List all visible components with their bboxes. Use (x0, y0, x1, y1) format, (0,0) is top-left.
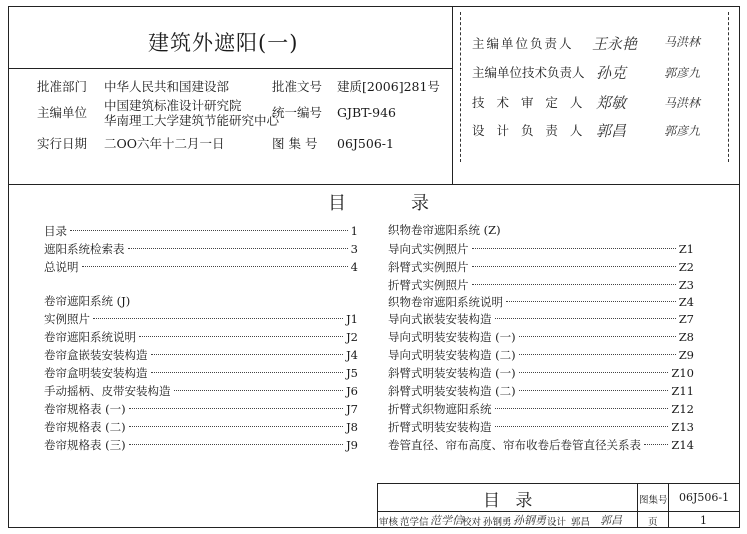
toc-entry (44, 346, 358, 364)
toc-entry (388, 310, 694, 328)
signature-box-left (460, 12, 461, 162)
toc-entry-page: Z9 (678, 348, 694, 362)
title-block-check-label: 校对 (462, 517, 482, 528)
title-block-review-name: 范学信 (400, 517, 429, 528)
role-chief-editor-signature-2: 马洪林 (664, 35, 701, 49)
title-block-page-value: 1 (700, 514, 707, 527)
meta-value-effective-date: 二OO六年十二月一日 (104, 136, 225, 151)
toc-entry-label: 卷帘规格表 (一) (44, 402, 126, 416)
toc-entry-label: 导向式明装安装构造 (二) (388, 348, 516, 362)
toc-entry-label: 卷帘遮阳系统说明 (44, 330, 136, 344)
toc-entry (388, 276, 694, 294)
toc-entry-label: 织物卷帘遮阳系统说明 (388, 295, 503, 309)
toc-entry-page: Z3 (678, 278, 694, 292)
toc-entry-label: 折臂式明装安装构造 (388, 420, 492, 434)
toc-entry (388, 436, 694, 454)
toc-entry-label: 实例照片 (44, 312, 90, 326)
toc-entry-page: J5 (346, 366, 358, 380)
toc-entry-label: 卷帘规格表 (二) (44, 420, 126, 434)
toc-entry-label: 卷帘盒嵌装安装构造 (44, 348, 148, 362)
role-reviewer-signature-2: 马洪林 (664, 96, 701, 110)
role-tech-lead-signature-2: 郭彦九 (664, 66, 701, 80)
toc-entry (44, 436, 358, 454)
meta-value-approval-dept: 中华人民共和国建设部 (104, 79, 230, 94)
title-block-design-name: 郭昌 (571, 517, 591, 528)
meta-value-approval-no: 建质[2006]281号 (337, 79, 440, 94)
title-block-name: 目 录 (483, 491, 538, 511)
toc-leader (519, 390, 669, 391)
toc-entry-label: 总说明 (44, 260, 79, 274)
role-reviewer-label: 技 术 审 定 人 (472, 95, 587, 110)
meta-value-atlas-no: 06J506-1 (337, 136, 394, 151)
role-reviewer-signature: 郑敏 (596, 94, 627, 112)
toc-entry-page: 1 (350, 224, 358, 238)
toc-entry-label: 折臂式织物遮阳系统 (388, 402, 492, 416)
toc-leader (139, 336, 343, 337)
meta-label-unified-no: 统一编号 (272, 105, 323, 120)
toc-entry-label: 卷帘规格表 (三) (44, 438, 126, 452)
role-chief-editor-signature: 王永艳 (592, 35, 638, 53)
toc-heading-right: 录 (411, 193, 429, 214)
toc-entry-label: 卷管直径、帘布高度、帘布收卷后卷管直径关系表 (388, 438, 641, 452)
toc-entry (388, 258, 694, 276)
toc-leader (472, 266, 676, 267)
role-designer-signature-2: 郭彦九 (664, 124, 701, 138)
toc-entry-page: 4 (350, 260, 358, 274)
toc-entry (44, 258, 358, 276)
toc-entry-page: Z14 (671, 438, 694, 452)
toc-entry (44, 222, 358, 240)
toc-leader (129, 408, 343, 409)
toc-entry (388, 418, 694, 436)
title-block-atlas-label: 图集号 (639, 495, 668, 506)
meta-label-editor-unit: 主编单位 (37, 105, 88, 120)
toc-leader (151, 354, 344, 355)
toc-leader (151, 372, 344, 373)
toc-entry-label: 导向式明装安装构造 (一) (388, 330, 516, 344)
toc-entry-label: 导向式嵌装安装构造 (388, 312, 492, 326)
toc-entry-label: 导向式实例照片 (388, 242, 469, 256)
meta-label-effective-date: 实行日期 (37, 136, 88, 151)
atlas-title: 建筑外遮阳(一) (148, 31, 299, 55)
toc-entry-label: 卷帘盒明装安装构造 (44, 366, 148, 380)
toc-entry (388, 346, 694, 364)
toc-entry-label: 斜臂式明装安装构造 (一) (388, 366, 516, 380)
toc-entry-page: Z7 (678, 312, 694, 326)
role-tech-lead-label: 主编单位技术负责人 (472, 65, 585, 80)
toc-entry (44, 364, 358, 382)
title-block-review-label: 审核 (379, 517, 399, 528)
toc-entry-page: J9 (346, 438, 358, 452)
header-divider (8, 184, 739, 185)
toc-entry-page: J4 (346, 348, 358, 362)
toc-leader (472, 284, 676, 285)
toc-entry-page: Z10 (671, 366, 694, 380)
header-vertical-divider (452, 6, 453, 184)
title-underline (8, 68, 452, 69)
toc-leader (495, 318, 676, 319)
toc-leader (472, 248, 676, 249)
toc-entry-page: Z1 (678, 242, 694, 256)
meta-label-approval-dept: 批准部门 (37, 79, 88, 94)
toc-entry-page: Z2 (678, 260, 694, 274)
toc-entry-page: Z11 (671, 384, 694, 398)
toc-leader (174, 390, 344, 391)
role-designer-label: 设 计 负 责 人 (472, 123, 587, 138)
toc-entry-page: J6 (346, 384, 358, 398)
title-block-page-label: 页 (648, 517, 658, 528)
meta-value-editor-unit: 中国建筑标准设计研究院 (104, 98, 242, 113)
toc-leader (506, 301, 676, 302)
toc-entry (388, 240, 694, 258)
toc-entry (44, 418, 358, 436)
toc-entry (44, 310, 358, 328)
title-block-sep-2 (668, 483, 669, 527)
toc-entry (388, 364, 694, 382)
role-chief-editor-label: 主编单位负责人 (472, 36, 574, 51)
toc-entry-label: 遮阳系统检索表 (44, 242, 125, 256)
toc-leader (70, 230, 348, 231)
toc-entry-page: J8 (346, 420, 358, 434)
toc-section-roller-blind: 卷帘遮阳系统 (J) (44, 294, 131, 308)
toc-entry-label: 折臂式实例照片 (388, 278, 469, 292)
toc-leader (128, 248, 348, 249)
toc-entry-label: 斜臂式实例照片 (388, 260, 469, 274)
toc-leader (129, 444, 343, 445)
toc-heading-left: 目 (328, 193, 346, 214)
title-block-design-label: 设计 (547, 517, 567, 528)
toc-leader (495, 426, 669, 427)
title-block-atlas-value: 06J506-1 (679, 491, 730, 504)
title-block-check-name: 孙钢勇 (483, 517, 512, 528)
toc-entry-page: J7 (346, 402, 358, 416)
toc-entry (44, 400, 358, 418)
toc-entry-page: Z8 (678, 330, 694, 344)
toc-leader (644, 444, 668, 445)
meta-label-approval-no: 批准文号 (272, 79, 323, 94)
role-tech-lead-signature: 孙克 (596, 64, 627, 82)
toc-entry-label: 斜臂式明装安装构造 (二) (388, 384, 516, 398)
toc-entry-label: 目录 (44, 224, 67, 238)
toc-leader (93, 318, 343, 319)
toc-entry (44, 240, 358, 258)
role-designer-signature: 郭昌 (596, 122, 627, 140)
title-block-sep-1 (637, 483, 638, 527)
toc-entry-page: Z12 (671, 402, 694, 416)
title-block-left (377, 483, 378, 527)
toc-entry (44, 382, 358, 400)
title-block-check-signature: 孙钢勇 (513, 514, 546, 527)
meta-value-unified-no: GJBT-946 (337, 105, 396, 120)
toc-entry-page: Z4 (678, 295, 694, 309)
toc-leader (519, 354, 676, 355)
toc-leader (519, 336, 676, 337)
toc-leader (129, 426, 343, 427)
toc-leader (495, 408, 669, 409)
title-block-review-signature: 范学信 (430, 514, 463, 527)
toc-entry (388, 400, 694, 418)
toc-leader (82, 266, 348, 267)
toc-entry-label: 手动摇柄、皮带安装构造 (44, 384, 171, 398)
toc-leader (519, 372, 669, 373)
toc-entry (388, 382, 694, 400)
signature-box-right (728, 12, 729, 162)
toc-entry-page: Z13 (671, 420, 694, 434)
toc-entry-page: J2 (346, 330, 358, 344)
meta-value-editor-unit-2: 华南理工大学建筑节能研究中心 (104, 113, 280, 128)
title-block-top (377, 483, 739, 484)
toc-entry (44, 328, 358, 346)
toc-entry (388, 328, 694, 346)
meta-label-atlas-no: 图 集 号 (272, 136, 318, 151)
toc-entry-page: 3 (350, 242, 358, 256)
toc-section-fabric-blind: 织物卷帘遮阳系统 (Z) (388, 223, 501, 237)
title-block-design-signature: 郭昌 (600, 514, 622, 527)
toc-entry-page: J1 (346, 312, 358, 326)
toc-entry (388, 293, 694, 311)
